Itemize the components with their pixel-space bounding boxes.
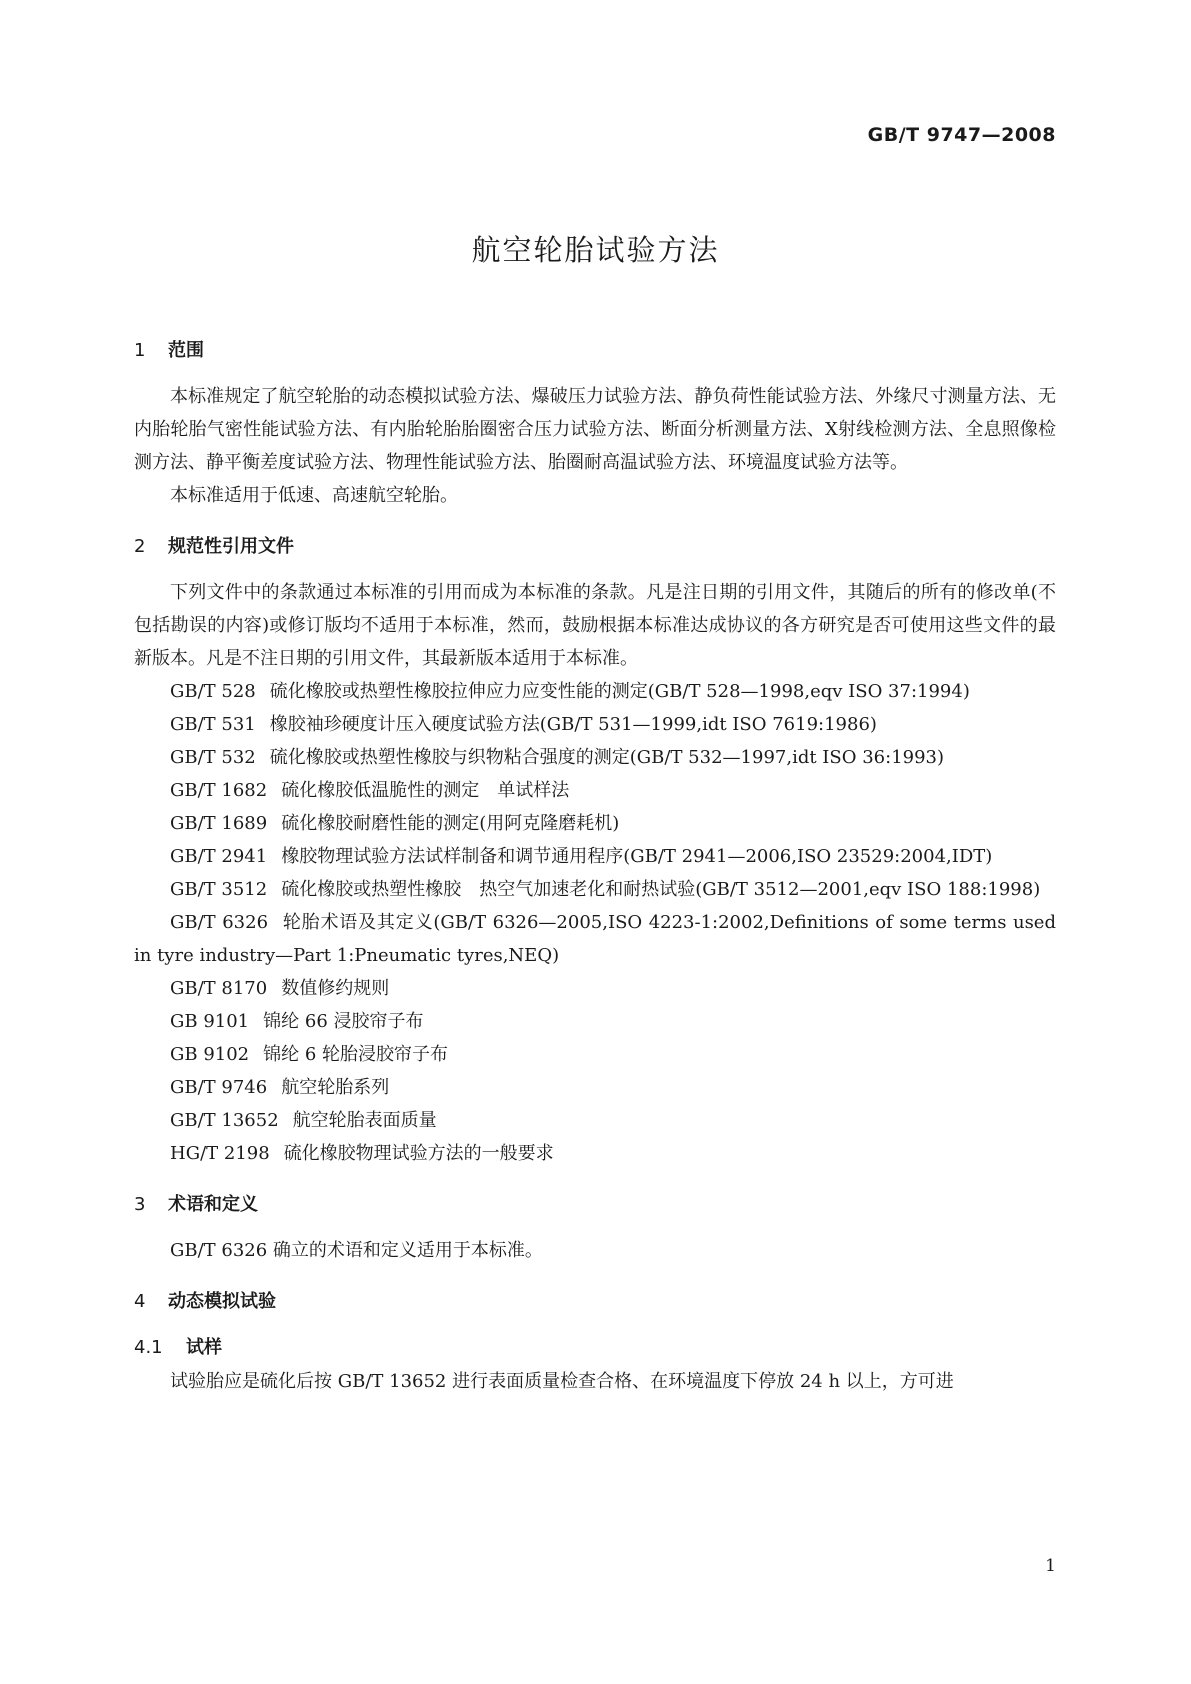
reference-code: GB/T 6326 [170,912,269,933]
reference-text: 硫化橡胶或热塑性橡胶与织物粘合强度的测定(GB/T 532—1997,idt ISO 36:1993) [269,747,945,768]
section-number: 1 [134,340,146,361]
section-3-heading [134,1188,1056,1222]
reference-text: 橡胶袖珍硬度计压入硬度试验方法(GB/T 531—1999,idt ISO 7619:1986) [269,714,877,735]
section-title: 范围 [168,340,204,361]
reference-code: GB/T 13652 [170,1110,279,1131]
section-title: 规范性引用文件 [168,536,294,557]
section-number: 4 [134,1291,146,1312]
reference-code: HG/T 2198 [170,1143,270,1164]
reference-item [134,906,1056,972]
reference-item [134,1104,1056,1137]
reference-code: GB/T 3512 [170,879,268,900]
reference-code: GB/T 2941 [170,846,268,867]
reference-code: GB/T 1682 [170,780,268,801]
standard-code: GB/T 9747—2008 [867,124,1056,146]
section-title: 动态模拟试验 [168,1291,276,1312]
reference-item [134,774,1056,807]
reference-item [134,1005,1056,1038]
section-3-paragraph: GB/T 6326 确立的术语和定义适用于本标准。 [170,1240,543,1261]
reference-code: GB 9102 [170,1044,250,1065]
reference-item [134,972,1056,1005]
subsection-title: 试样 [186,1337,222,1358]
reference-text: 硫化橡胶耐磨性能的测定(用阿克隆磨耗机) [281,813,620,834]
section-4-heading [134,1285,1056,1319]
subsection-4-1-paragraph: 试验胎应是硫化后按 GB/T 13652 进行表面质量检查合格、在环境温度下停放 24 h 以上，方可进 [170,1371,954,1392]
reference-code: GB/T 531 [170,714,256,735]
document-title: 航空轮胎试验方法 [471,233,720,267]
reference-text: 硫化橡胶物理试验方法的一般要求 [283,1143,554,1164]
reference-item [134,675,1056,708]
reference-item [134,1137,1056,1170]
section-1-paragraph: 本标准规定了航空轮胎的动态模拟试验方法、爆破压力试验方法、静负荷性能试验方法、外缘尺寸测量方法、无内胎轮胎气密性能试验方法、有内胎轮胎胎圈密合压力试验方法、断面分析测量方法、X射线检测方法、全息照像检测方法、静平衡差度试验方法、物理性能试验方法、胎圈耐高温试验方法、环境温度试验方法等。 [134,386,1056,473]
section-2-intro: 下列文件中的条款通过本标准的引用而成为本标准的条款。凡是注日期的引用文件，其随后的所有的修改单(不包括勘误的内容)或修订版均不适用于本标准，然而，鼓励根据本标准达成协议的各方研究是否可使用这些文件的最新版本。凡是不注日期的引用文件，其最新版本适用于本标准。 [134,582,1056,669]
reference-text: 锦纶 66 浸胶帘子布 [263,1011,424,1032]
reference-item [134,1071,1056,1104]
reference-text: 锦纶 6 轮胎浸胶帘子布 [263,1044,449,1065]
subsection-number: 4.1 [134,1337,163,1358]
document-body [134,334,1056,1398]
reference-code: GB/T 1689 [170,813,268,834]
page-number: 1 [1045,1556,1056,1576]
reference-code: GB/T 9746 [170,1077,268,1098]
section-number: 3 [134,1194,146,1215]
section-1-heading [134,334,1056,368]
reference-list [134,675,1056,1170]
section-title: 术语和定义 [168,1194,258,1215]
section-number: 2 [134,536,146,557]
reference-code: GB/T 8170 [170,978,268,999]
reference-text: 硫化橡胶低温脆性的测定 单试样法 [281,780,570,801]
reference-item [134,840,1056,873]
reference-text: 硫化橡胶或热塑性橡胶 热空气加速老化和耐热试验(GB/T 3512—2001,eqv ISO 188:1998) [281,879,1041,900]
reference-text: 航空轮胎系列 [281,1077,390,1098]
reference-text: 硫化橡胶或热塑性橡胶拉伸应力应变性能的测定(GB/T 528—1998,eqv ISO 37:1994) [269,681,970,702]
reference-code: GB 9101 [170,1011,250,1032]
section-2-heading [134,530,1056,564]
reference-code: GB/T 532 [170,747,256,768]
reference-text: 橡胶物理试验方法试样制备和调节通用程序(GB/T 2941—2006,ISO 23529:2004,IDT) [281,846,993,867]
reference-item [134,873,1056,906]
reference-item [134,1038,1056,1071]
reference-text: 数值修约规则 [281,978,390,999]
section-1-paragraph: 本标准适用于低速、高速航空轮胎。 [170,485,458,506]
subsection-4-1-heading [134,1331,1056,1365]
reference-item [134,807,1056,840]
reference-text: 轮胎术语及其定义(GB/T 6326—2005,ISO 4223-1:2002,Definitions of some terms used in tyre industry—Part 1:Pneumatic tyres,NEQ) [134,912,1056,966]
reference-code: GB/T 528 [170,681,256,702]
reference-text: 航空轮胎表面质量 [292,1110,437,1131]
reference-item [134,708,1056,741]
reference-item [134,741,1056,774]
